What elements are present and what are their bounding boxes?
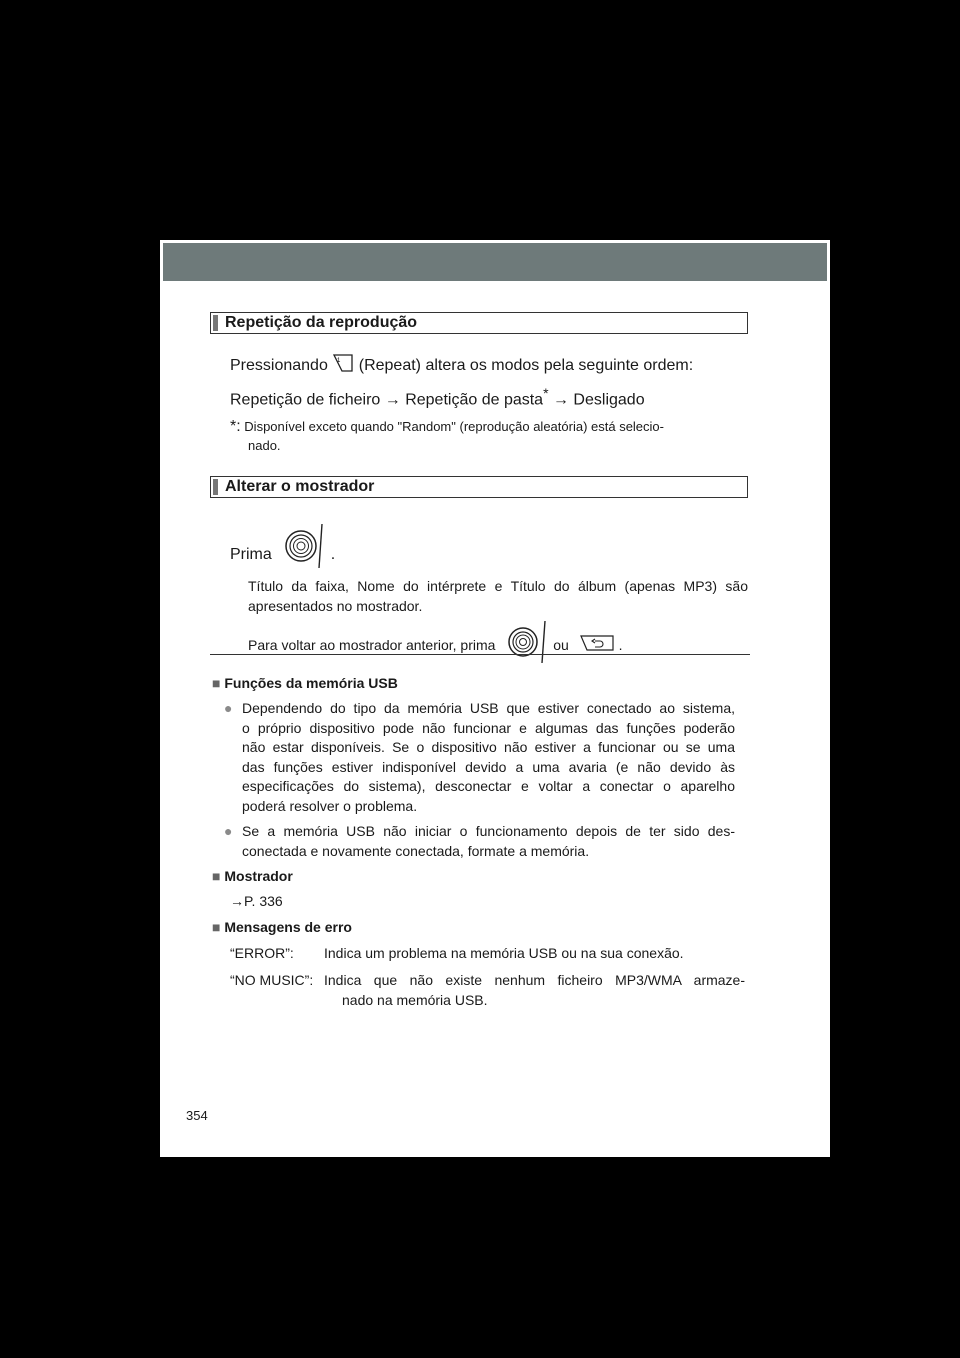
page-number: 354 — [186, 1108, 208, 1123]
error-text-1: Indica um problema na memória USB ou na sua conexão. — [324, 945, 684, 961]
footnote: *: Disponível exceto quando "Random" (reprodução aleatória) está selecio- — [230, 418, 664, 435]
display-info: Título da faixa, Nome do intérprete e Título do álbum (apenas MP3) são apresentados no mostrador. — [248, 578, 748, 614]
section-heading-display: Alterar o mostrador — [210, 476, 748, 498]
error-text-2: Indica que não existe nenhum ficheiro MP3/WMA armaze- nado na memória USB. — [324, 972, 745, 1008]
repeat-button-icon — [332, 353, 354, 379]
repeat-instruction-line: Pressionando 1 (Repeat) altera os modos pela seguinte ordem: — [230, 353, 693, 379]
back-button-icon — [579, 633, 615, 661]
usb-bullet-2: Se a memória USB não iniciar o funcionamento depois de ter sido des- conectada e novamente conectada, formate a memória. — [242, 823, 735, 859]
note-title-display: ■ Mostrador — [212, 868, 293, 884]
prima-line: Prima . — [230, 522, 335, 566]
note-title-usb: ■ Funções da memória USB — [212, 675, 398, 691]
svg-text:1: 1 — [337, 358, 341, 364]
back-instruction: Para voltar ao mostrador anterior, prima ou . — [248, 620, 622, 648]
usb-bullet-2-dot: ● — [224, 823, 233, 839]
error-code-1: “ERROR”: — [230, 945, 294, 961]
header-bar — [163, 243, 827, 281]
error-code-2: “NO MUSIC”: — [230, 972, 314, 988]
repeat-order-line: Repetição de ficheiro → Repetição de pasta* → Desligado — [230, 385, 645, 409]
section-divider — [210, 654, 750, 655]
usb-bullet-1-dot: ● — [224, 700, 233, 716]
tune-knob-icon — [505, 620, 549, 673]
display-page-ref: →P. 336 — [230, 893, 283, 909]
section-heading-repeat: Repetição da reprodução — [210, 312, 748, 334]
note-title-errors: ■ Mensagens de erro — [212, 919, 352, 935]
manual-page — [160, 240, 830, 1157]
footnote-cont: nado. — [248, 438, 281, 453]
usb-bullet-1: Dependendo do tipo da memória USB que estiver conectado ao sistema, o próprio dispositivo pode não funcionar e algumas das funções poderão não estar disponíveis. Se o dispositivo não estiver a funcionar ou se uma das funções estiver indisponível devido a uma avaria (e não devido às especificações do sistema), desconectar e voltar a conectar o aparelho poderá resolver o problema. — [242, 700, 735, 814]
